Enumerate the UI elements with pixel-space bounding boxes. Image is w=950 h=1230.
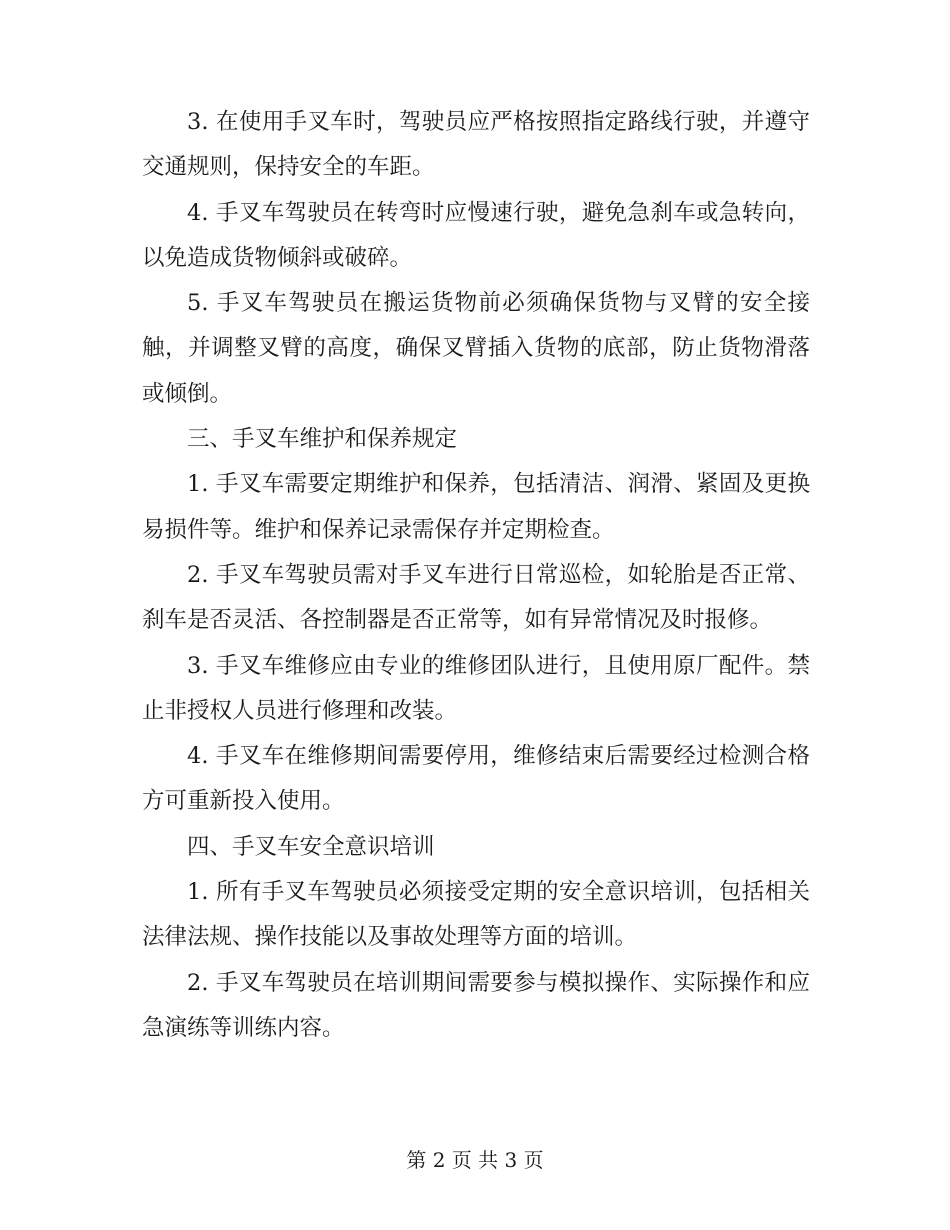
paragraph-training-2: 2. 手叉车驾驶员在培训期间需要参与模拟操作、实际操作和应急演练等训练内容。 — [142, 969, 810, 1041]
section-heading-maintenance: 三、手叉车维护和保养规定 — [187, 426, 458, 453]
paragraph-maintenance-1: 1. 手叉车需要定期维护和保养，包括清洁、润滑、紧固及更换易损件等。维护和保养记录需保存并定期检查。 — [142, 471, 810, 543]
paragraph-maintenance-4: 4. 手叉车在维修期间需要停用，维修结束后需要经过检测合格方可重新投入使用。 — [142, 743, 810, 815]
section-heading-training: 四、手叉车安全意识培训 — [187, 833, 435, 860]
paragraph-training-1: 1. 所有手叉车驾驶员必须接受定期的安全意识培训，包括相关法律法规、操作技能以及事故处理等方面的培训。 — [142, 879, 810, 951]
paragraph-maintenance-3: 3. 手叉车维修应由专业的维修团队进行，且使用原厂配件。禁止非授权人员进行修理和改装。 — [142, 652, 810, 724]
page-number-footer: 第 2 页 共 3 页 — [406, 1148, 544, 1172]
paragraph-maintenance-2: 2. 手叉车驾驶员需对手叉车进行日常巡检，如轮胎是否正常、刹车是否灵活、各控制器是否正常等，如有异常情况及时报修。 — [142, 561, 810, 634]
paragraph-rule-5-loading: 5. 手叉车驾驶员在搬运货物前必须确保货物与叉臂的安全接触，并调整叉臂的高度，确保叉臂插入货物的底部，防止货物滑落或倾倒。 — [142, 290, 810, 407]
paragraph-rule-3-route: 3. 在使用手叉车时，驾驶员应严格按照指定路线行驶，并遵守交通规则，保持安全的车距。 — [142, 109, 810, 181]
document-body — [142, 100, 810, 1051]
paragraph-rule-4-turning: 4. 手叉车驾驶员在转弯时应慢速行驶，避免急刹车或急转向，以免造成货物倾斜或破碎。 — [142, 199, 810, 271]
